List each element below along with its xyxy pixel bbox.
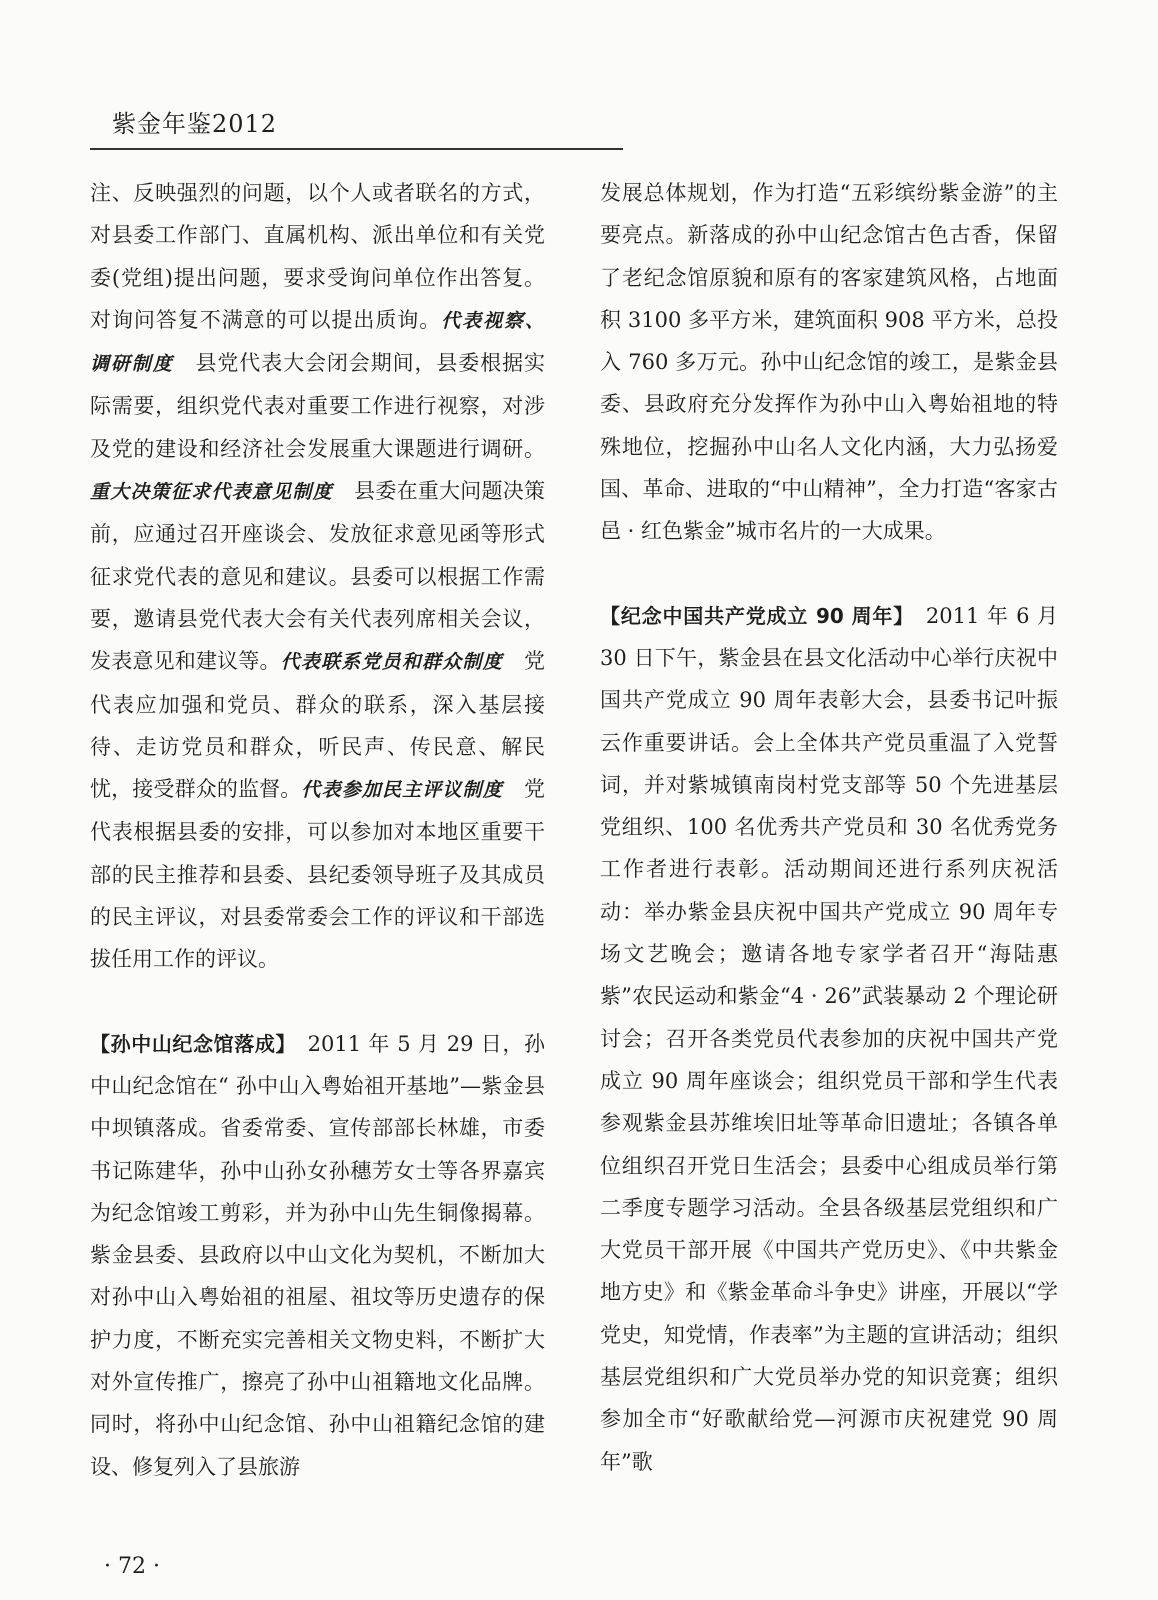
header-rule bbox=[90, 148, 623, 150]
section-headline-anniversary: 【纪念中国共产党成立 90 周年】 bbox=[600, 603, 905, 628]
page-number: · 72 · bbox=[104, 1554, 160, 1579]
left-column bbox=[90, 172, 545, 1488]
paragraph-memorial-continued bbox=[600, 172, 1058, 553]
paragraph-party-anniversary bbox=[600, 595, 1058, 1483]
paragraph-gap bbox=[600, 553, 1058, 595]
text-run: 发展总体规划，作为打造“五彩缤纷紫金游”的主要亮点。新落成的孙中山纪念馆古色古香，保留了老纪念馆原貌和原有的客家建筑风格，占地面积 3100 多平方米，建筑面积 908 平方米，总投入 760 多万元。孙中山纪念馆的竣工，是紫金县委、县政府充分发挥作为孙中山入粤始祖地的特殊地位，挖掘孙中山名人文化内涵，大力弘扬爱国、革命、进取的“中山精神”，全力打造“客家古邑 · 红色紫金”城市名片的一大成果。 bbox=[600, 181, 1058, 544]
paragraph-inquiry-system bbox=[90, 172, 545, 981]
text-run: 县党代表大会闭会期间，县委根据实际需要，组织党代表对重要工作进行视察，对涉及党的建设和经济社会发展重大课题进行调研。 bbox=[90, 351, 545, 461]
subheading-liaison-system: 代表联系党员和群众制度 bbox=[280, 651, 503, 674]
text-run: 县委在重大问题决策前，应通过召开座谈会、发放征求意见函等形式征求党代表的意见和建议。县委可以根据工作需要，邀请县党代表大会有关代表列席相关会议，发表意见和建议等。 bbox=[90, 479, 545, 674]
text-run: 2011 年 6 月 30 日下午，紫金县在县文化活动中心举行庆祝中国共产党成立 90 周年表彰大会，县委书记叶振云作重要讲话。会上全体共产党员重温了入党誓词，并对紫城镇南岗村党支部等 50 个先进基层党组织、100 名优秀共产党员和 30 名优秀党务工作者进行表彰。活动期间还进行系列庆祝活动：举办紫金县庆祝中国共产党成立 90 周年专场文艺晚会；邀请各地专家学者召开“海陆惠紫”农民运动和紫金“4 · 26”武装暴动 2 个理论研讨会；召开各类党员代表参加的庆祝中国共产党成立 90 周年座谈会；组织党员干部和学生代表参观紫金县苏维埃旧址等革命旧遗址；各镇各单位组织召开党日生活会；县委中心组成员举行第二季度专题学习活动。全县各级基层党组织和广大党员干部开展《中国共产党历史》、《中共紫金地方史》和《紫金革命斗争史》讲座，开展以“学党史，知党情，作表率”为主题的宣讲活动；组织基层党组织和广大党员举办党的知识竞赛；组织参加全市“好歌献给党—河源市庆祝建党 90 周年”歌 bbox=[600, 603, 1058, 1474]
section-headline-memorial: 【孙中山纪念馆落成】 bbox=[90, 1031, 287, 1056]
text-run: 党代表根据县委的安排，可以参加对本地区重要干部的民主推荐和县委、县纪委领导班子及其成员的民主评议，对县委常委会工作的评议和干部选拔任用工作的评议。 bbox=[90, 777, 545, 972]
paragraph-gap bbox=[90, 981, 545, 1023]
text-run: 2011 年 5 月 29 日，孙中山纪念馆在“ 孙中山入粤始祖开基地”—紫金县中坝镇落成。省委常委、宣传部部长林雄，市委书记陈建华，孙中山孙女孙穗芳女士等各界嘉宾为纪念馆竣工剪彩，并为孙中山先生铜像揭幕。紫金县委、县政府以中山文化为契机，不断加大对孙中山入粤始祖的祖屋、祖坟等历史遗存的保护力度，不断充实完善相关文物史料，不断扩大对外宣传推广，擦亮了孙中山祖籍地文化品牌。同时，将孙中山纪念馆、孙中山祖籍纪念馆的建设、修复列入了县旅游 bbox=[90, 1031, 545, 1479]
right-column bbox=[600, 172, 1058, 1483]
paragraph-sun-yatsen-memorial bbox=[90, 1023, 545, 1488]
running-header: 紫金年鉴2012 bbox=[112, 110, 278, 138]
text-run: 注、反映强烈的问题，以个人或者联名的方式，对县委工作部门、直属机构、派出单位和有关党委(党组)提出问题，要求受询问单位作出答复。对询问答复不满意的可以提出质询。 bbox=[90, 181, 545, 332]
subheading-decision-consultation: 重大决策征求代表意见制度 bbox=[90, 481, 333, 504]
subheading-democratic-review: 代表参加民主评议制度 bbox=[301, 779, 503, 802]
subheading-inspection-system: 代表视察、调研制度 bbox=[90, 309, 545, 376]
text-run: 党代表应加强和党员、群众的联系，深入基层接待、走访党员和群众，听民声、传民意、解民忧，接受群众的监督。 bbox=[90, 649, 546, 802]
